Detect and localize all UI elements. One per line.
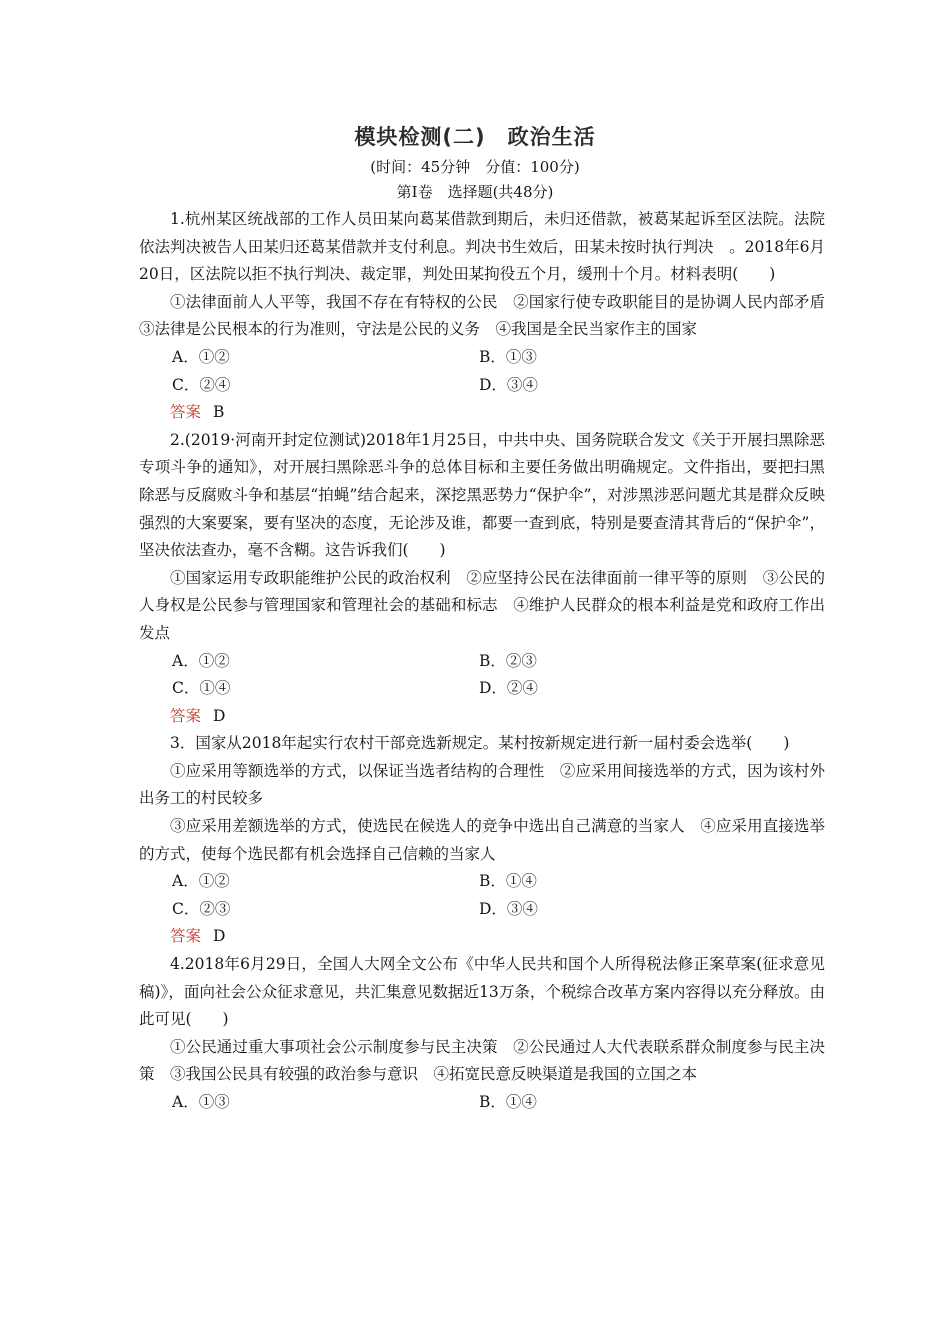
options-row: [139, 868, 825, 896]
option-b: B．①④: [479, 1093, 537, 1111]
option-c: C．②④: [172, 375, 231, 394]
answer-line: [139, 923, 825, 951]
exam-meta: (时间：45分钟 分值：100分): [370, 158, 580, 176]
title-main: 模块检测(二): [354, 125, 486, 149]
answer-label: 答案: [170, 927, 202, 946]
answer-line: [139, 399, 825, 427]
question-stem: 2.(2019·河南开封定位测试)2018年1月25日，中共中央、国务院联合发文《关于开展扫黑除恶专项斗争的通知》，对开展扫黑除恶斗争的总体目标和主要任务做出明确规定。文件指出，要把扫黑除恶与反腐败斗争和基层“拍蝇”结合起来，深挖黑恶势力“保护伞”，对涉黑涉恶问题尤其是群众反映强烈的大案要案，要有坚决的态度，无论涉及谁，都要一查到底，特别是要查清其背后的“保护伞”，坚决依法查办，毫不含糊。这告诉我们( ): [139, 430, 825, 560]
option-a: A．①②: [172, 872, 230, 891]
question-statements: ①法律面前人人平等，我国不存在有特权的公民 ②国家行使专政职能目的是协调人民内部矛盾 ③法律是公民根本的行为准则，守法是公民的义务 ④我国是全民当家作主的国家: [139, 292, 841, 339]
question-statements: ①国家运用专政职能维护公民的政治权利 ②应坚持公民在法律面前一律平等的原则 ③公民的人身权是公民参与管理国家和管理社会的基础和标志 ④维护人民群众的根本利益是党和政府工作出发点: [139, 568, 825, 642]
answer-line: [139, 703, 825, 731]
question-stem: 3．国家从2018年起实行农村干部竞选新规定。某村按新规定进行新一届村委会选举( ): [170, 734, 790, 753]
title-sub: 政治生活: [507, 125, 596, 149]
answer-value: D: [213, 927, 226, 946]
question-stem: 4.2018年6月29日，全国人大网全文公布《中华人民共和国个人所得税法修正案草案(征求意见稿)》，面向社会公众征求意见，共汇集意见数据近13万条，个税综合改革方案内容得以充分释放。由此可见( ): [139, 955, 825, 1029]
option-d: D．③④: [479, 899, 538, 918]
options-row: [139, 648, 825, 676]
answer-label: 答案: [170, 403, 202, 422]
answer-value: D: [213, 706, 226, 725]
option-d: D．③④: [479, 375, 538, 394]
options-row: [139, 896, 825, 924]
question-statements: ③应采用差额选举的方式，使选民在候选人的竞争中选出自己满意的当家人 ④应采用直接选举的方式，使每个选民都有机会选择自己信赖的当家人: [139, 817, 825, 863]
question-statements: ①公民通过重大事项社会公示制度参与民主决策 ②公民通过人大代表联系群众制度参与民主决策 ③我国公民具有较强的政治参与意识 ④拓宽民意反映渠道是我国的立国之本: [139, 1037, 825, 1084]
option-d: D．②④: [479, 679, 538, 698]
option-b: B．①④: [479, 872, 537, 891]
option-c: C．②③: [172, 899, 231, 918]
document-title: [0, 121, 950, 151]
question-3: [139, 730, 825, 951]
option-b: B．①③: [479, 347, 537, 366]
question-1: [139, 206, 841, 427]
option-c: C．①④: [172, 679, 231, 698]
question-stem: 1.杭州某区统战部的工作人员田某向葛某借款到期后，未归还借款，被葛某起诉至区法院。法院依法判决被告人田某归还葛某借款并支付利息。判决书生效后，田某未按时执行判决 。2018年6月20日，区法院以拒不执行判决、裁定罪，判处田某拘役五个月，缓刑十个月。材料表明( ): [139, 210, 825, 284]
option-b: B．②③: [479, 651, 537, 670]
options-row: [139, 344, 825, 372]
question-statements: ①应采用等额选举的方式，以保证当选者结构的合理性 ②应采用间接选举的方式，因为该村外出务工的村民较多: [139, 761, 825, 808]
answer-label: 答案: [170, 706, 202, 725]
question-2: [139, 427, 825, 731]
options-row: [139, 1089, 825, 1117]
question-list: [139, 206, 841, 1117]
question-4: [139, 951, 825, 1117]
options-row: [139, 675, 825, 703]
option-a: A．①②: [172, 651, 230, 670]
section-heading: 第Ⅰ卷 选择题(共48分): [396, 183, 554, 201]
option-a: A．①②: [172, 347, 230, 366]
option-a: A．①③: [172, 1093, 230, 1111]
answer-value: B: [213, 403, 225, 422]
options-row: [139, 372, 825, 400]
